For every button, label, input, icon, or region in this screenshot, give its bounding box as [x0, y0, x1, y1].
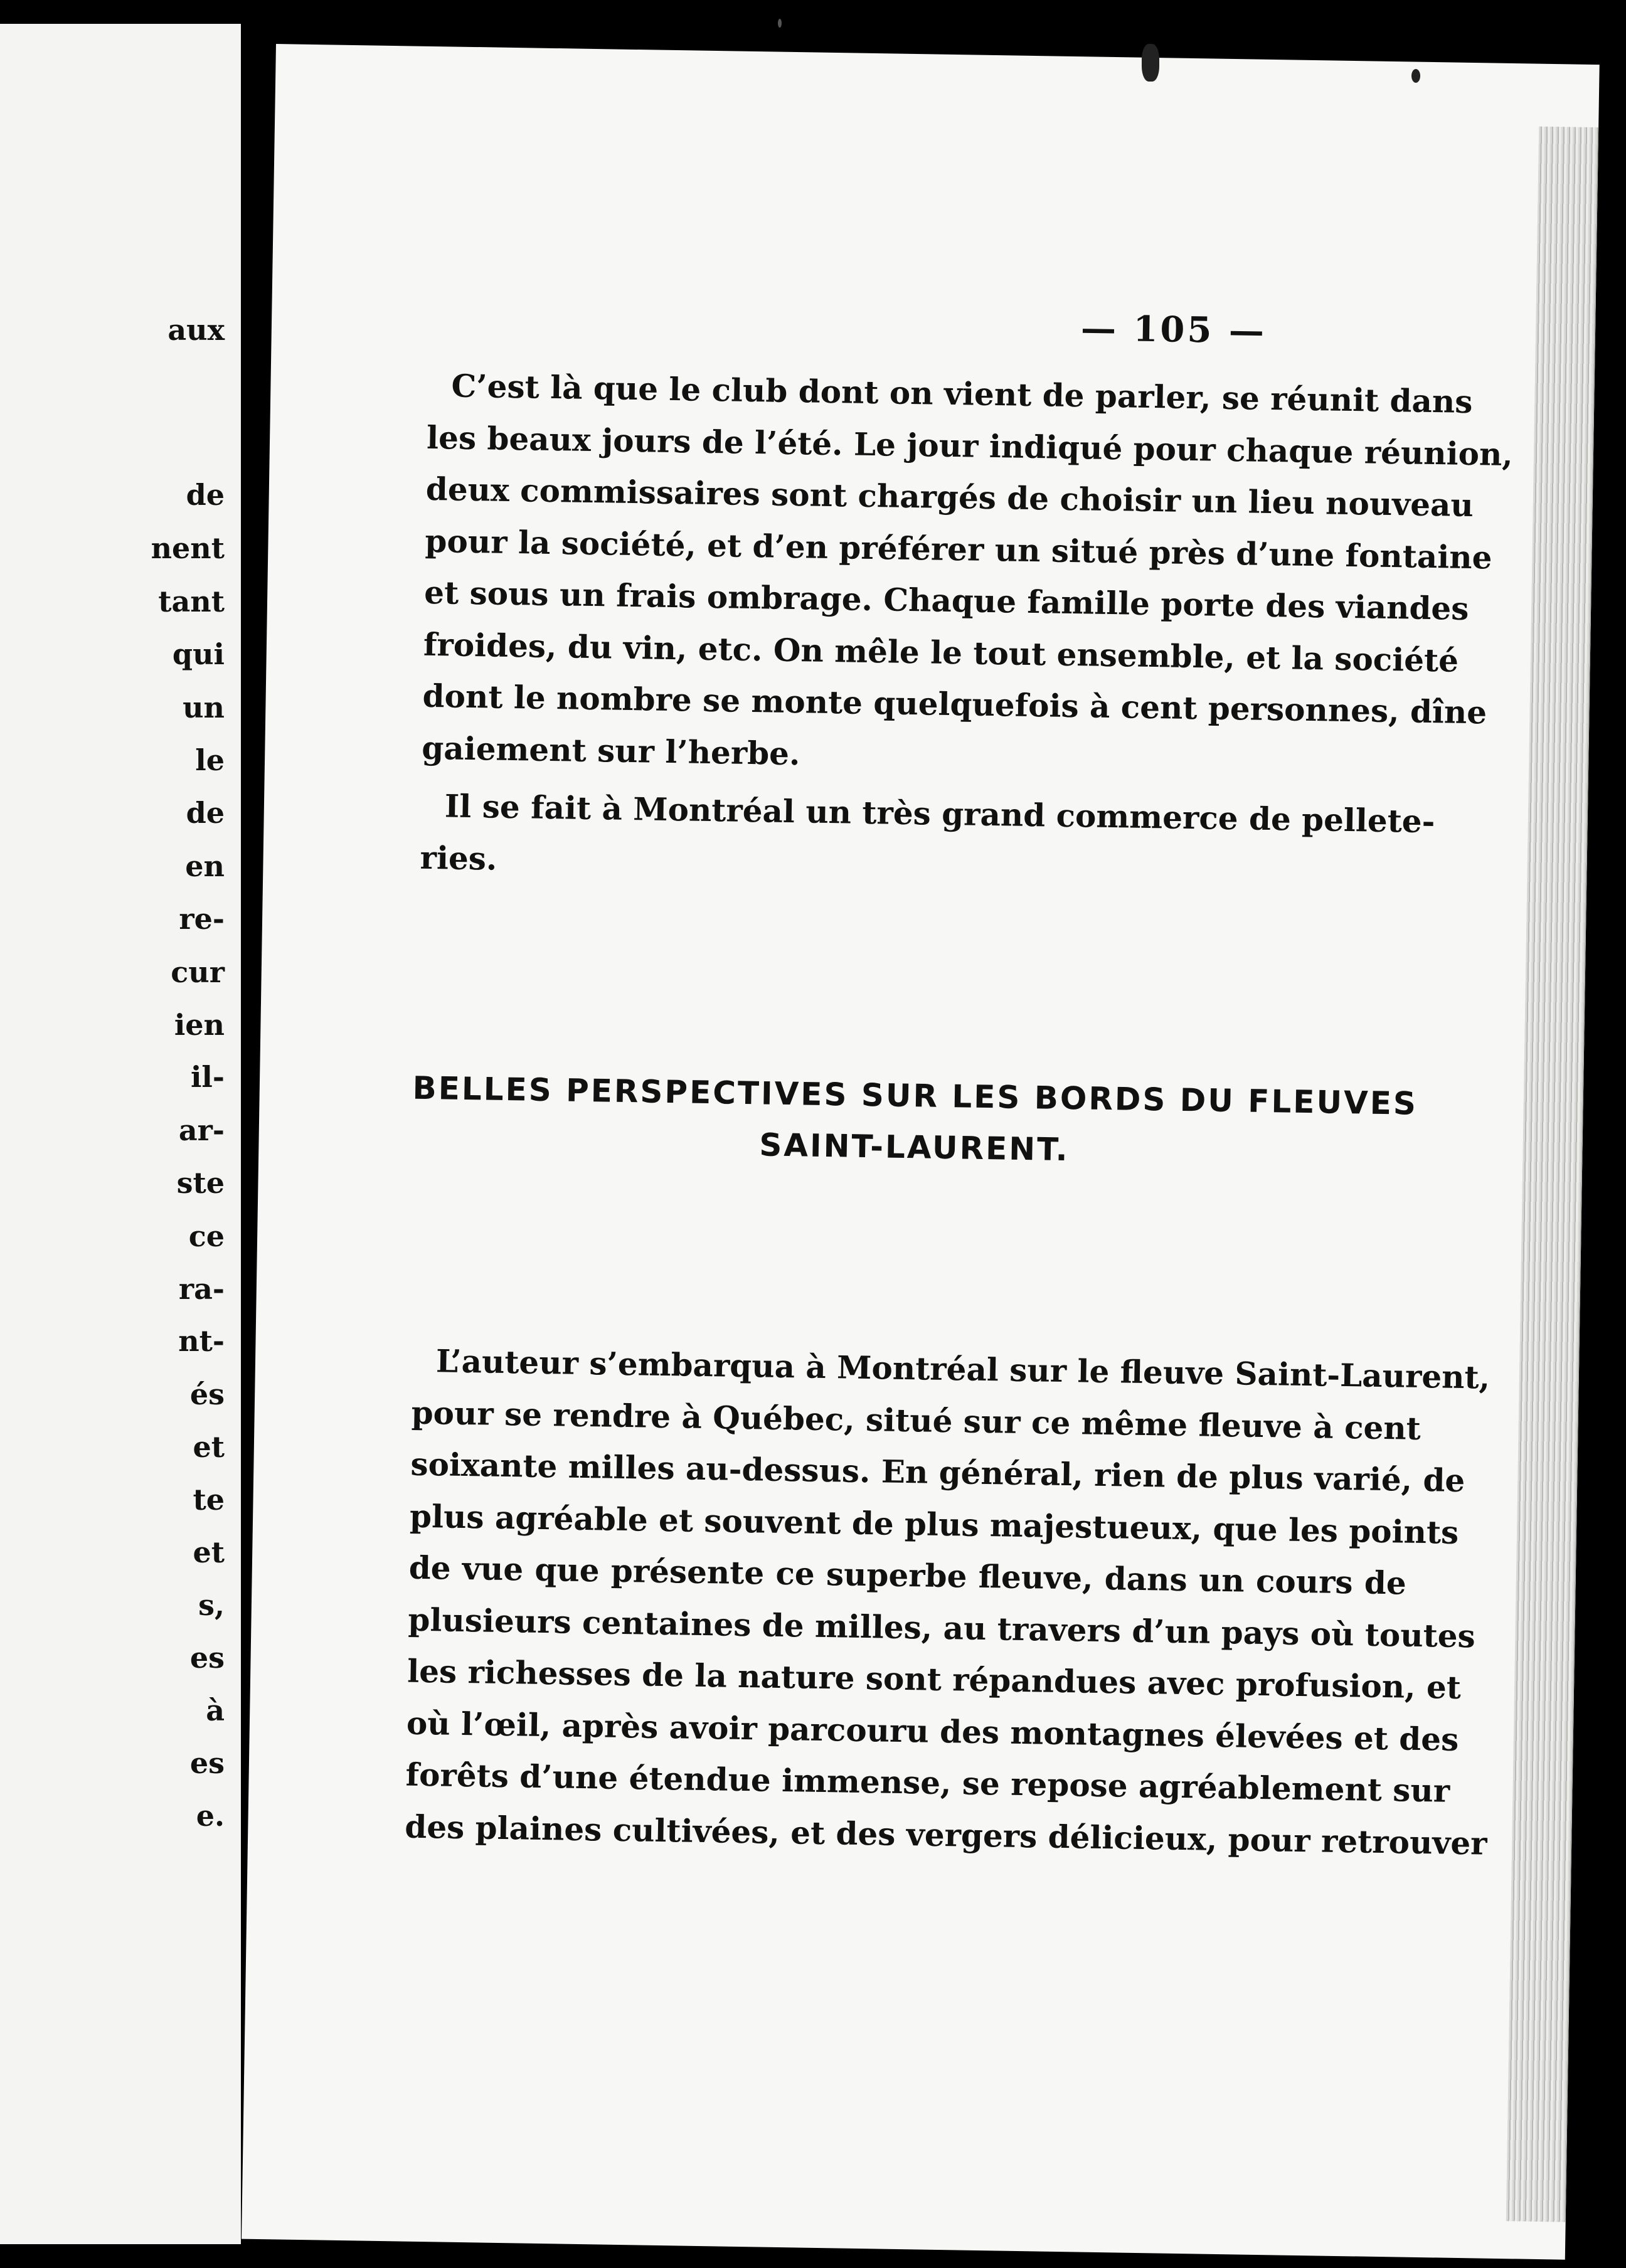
- facing-page-fragment: un: [183, 691, 225, 724]
- facing-page-fragment: es: [189, 1641, 225, 1675]
- scan-speck: [778, 19, 782, 28]
- facing-page-fragment: re-: [179, 902, 225, 936]
- text-line: pour la société, et d’en préférer un situé près d’une fontaine: [425, 522, 1492, 576]
- facing-page-fragment: de: [186, 796, 225, 830]
- facing-page-fragment: nt-: [178, 1324, 225, 1358]
- paragraph-club: [421, 360, 1514, 790]
- text-line: ries.: [420, 839, 497, 877]
- text-line: de vue que présente ce superbe fleuve, dans un cours de: [408, 1549, 1407, 1602]
- facing-page-fragment: es: [189, 1746, 225, 1780]
- heading-line-2: SAINT-LAURENT.: [758, 1126, 1070, 1168]
- text-line: plusieurs centaines de milles, au travers d’un pays où toutes: [408, 1601, 1476, 1655]
- facing-page-fragment: aux: [167, 313, 225, 347]
- text-line: soixante milles au-dessus. En général, rien de plus varié, de: [410, 1445, 1465, 1500]
- facing-page-fragment: il-: [190, 1060, 225, 1094]
- heading-line-1: BELLES PERSPECTIVES SUR LES BORDS DU FLEUVES: [412, 1069, 1418, 1122]
- text-line: les richesses de la nature sont répandues avec profusion, et: [406, 1652, 1462, 1706]
- text-line: froides, du vin, etc. On mêle le tout ensemble, et la société: [423, 625, 1459, 679]
- text-line: des plaines cultivées, et des vergers délicieux, pour retrouver: [404, 1808, 1487, 1862]
- facing-page-fragment: en: [185, 849, 225, 883]
- facing-page-fragment: és: [189, 1377, 225, 1411]
- facing-page-fragment: de: [186, 478, 225, 512]
- text-line: forêts d’une étendue immense, se repose agréablement sur: [405, 1756, 1450, 1810]
- facing-page-fragment: et: [193, 1430, 225, 1464]
- text-line: dont le nombre se monte quelquefois à cent personnes, dîne: [422, 677, 1487, 731]
- facing-page-fragment: et: [193, 1535, 225, 1569]
- facing-page-fragment: le: [195, 743, 225, 777]
- facing-page-fragment: cur: [171, 955, 225, 989]
- text-line: deux commissaires sont chargés de choisir un lieu nouveau: [425, 470, 1474, 524]
- page-number: — 105 —: [1080, 307, 1267, 352]
- facing-page-fragment: ra-: [178, 1272, 225, 1306]
- text-line: et sous un frais ombrage. Chaque famille porte des viandes: [423, 573, 1469, 627]
- section-heading: [396, 1062, 1433, 1181]
- text-line: pour se rendre à Québec, situé sur ce même fleuve à cent: [411, 1394, 1421, 1447]
- page-edge: [1506, 127, 1598, 2222]
- paragraph-voyage: [404, 1335, 1490, 1868]
- facing-page-fragment: tant: [158, 585, 225, 618]
- facing-page-fragment: ce: [188, 1219, 225, 1253]
- text-line: gaiement sur l’herbe.: [421, 729, 800, 772]
- text-line: les beaux jours de l’été. Le jour indiqué pour chaque réunion,: [426, 418, 1514, 473]
- facing-page-fragment: nent: [151, 531, 225, 565]
- scan-speck: [1142, 44, 1159, 82]
- text-line: L’auteur s’embarqua à Montréal sur le fleuve Saint-Laurent,: [435, 1342, 1490, 1396]
- text-line: plus agréable et souvent de plus majestueux, que les points: [409, 1497, 1459, 1551]
- facing-page-fragment: e.: [196, 1799, 225, 1833]
- facing-page-fragment: s,: [198, 1588, 225, 1622]
- facing-page-fragment: te: [193, 1483, 225, 1517]
- facing-page-fragment: à: [206, 1693, 225, 1727]
- text-line: Il se fait à Montréal un très grand commerce de pellete-: [444, 787, 1435, 840]
- facing-page-fragment: ste: [176, 1166, 225, 1200]
- facing-page: [0, 24, 241, 2244]
- facing-page-fragment: ar-: [178, 1113, 225, 1147]
- facing-page-fragment: ien: [174, 1008, 225, 1042]
- facing-page-fragment: qui: [172, 637, 225, 671]
- scan-speck: [1411, 69, 1420, 83]
- text-line: C’est là que le club dont on vient de parler, se réunit dans: [451, 367, 1473, 421]
- paragraph-commerce: [420, 780, 1435, 899]
- text-line: où l’œil, après avoir parcouru des montagnes élevées et des: [406, 1704, 1459, 1758]
- main-page: [242, 44, 1600, 2260]
